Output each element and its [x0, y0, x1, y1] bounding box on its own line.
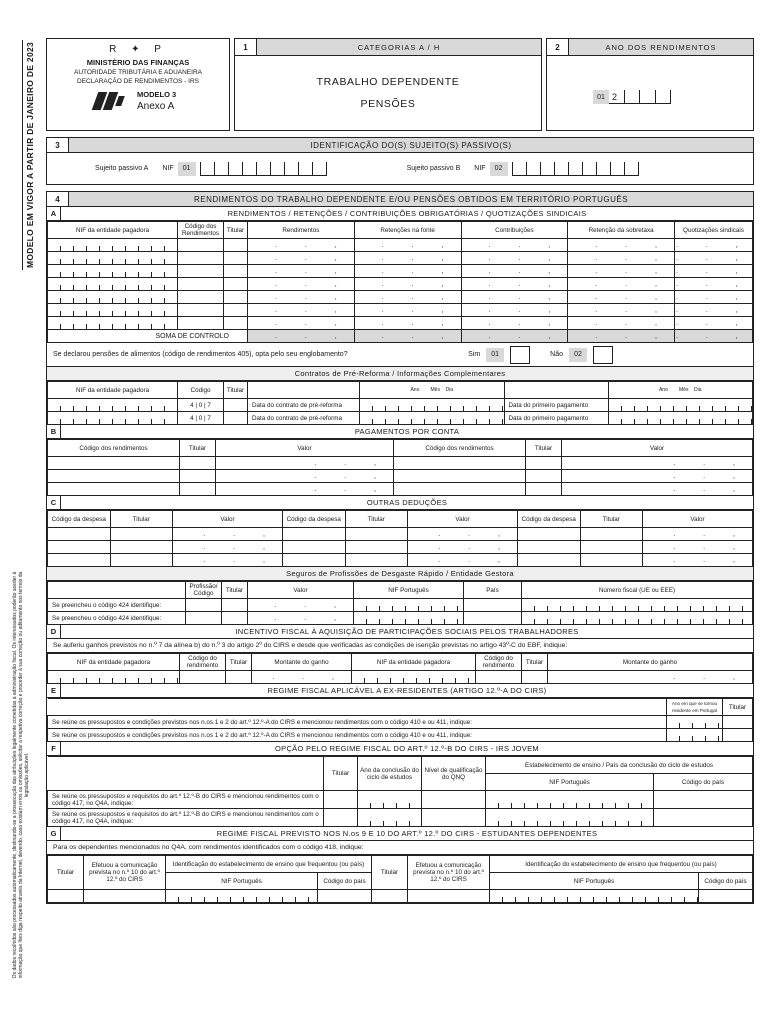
year-digit[interactable] [625, 90, 641, 103]
table-row[interactable]: 4 | 0 | 7 Data do contrato de pré-reforma Data do primeiro pagamento [48, 412, 753, 425]
table-row[interactable]: . . , . . , . . , [48, 554, 753, 567]
subsection-g-header [47, 827, 753, 841]
table-header-row [48, 222, 753, 239]
column-header: NIF da entidade pagadora [48, 222, 178, 239]
taxpayers-row [46, 153, 754, 185]
irs-jovem-table [47, 756, 753, 827]
table-row[interactable]: . . , . . , . . , . . , . . , [48, 304, 753, 317]
table-header-row: Código da despesa Titular Valor Código da despesa Titular Valor Código da despesa Titular Valor [48, 511, 753, 528]
column-header: NIF da entidade pagadora [48, 382, 178, 399]
subsection-letter: G [47, 827, 61, 840]
table-row[interactable]: Se preencheu o código 424 identifique: . . , [48, 599, 753, 612]
ministry-box [46, 38, 230, 131]
at-logo-icon [91, 90, 125, 112]
table-row[interactable]: . . , . . , . . , . . , . . , [48, 291, 753, 304]
deductions-table [47, 510, 753, 567]
insurance-table [47, 581, 753, 625]
fine-print [4, 560, 38, 990]
students-table [47, 855, 753, 903]
control-sum-label: SOMA DE CONTROLO [48, 330, 248, 343]
table-row[interactable] [48, 890, 753, 903]
field-code: 02 [490, 162, 508, 176]
fine-print-text: Os dados recolhidos são processados automaticamente, destinando-se a prossecução das atribuições legalmente cometidas à administração fiscal. Os interessados poderão aceder à informação que lhes diga respeito através da Internet, devendo, caso existam erros ou omissões, solicitar a respetiva correção e proceder à sua correção ou aditamento nos termos da legislação aplicável. [12, 571, 30, 979]
ex-residents-table [47, 698, 753, 742]
form-header [46, 38, 754, 131]
subsection-letter: C [47, 496, 61, 509]
authority-name: AUTORIDADE TRIBUTÁRIA E ADUANEIRA [74, 69, 202, 76]
table-row[interactable]: . . , . . , [48, 483, 753, 496]
field-code: 01 [178, 162, 196, 176]
box-number: 1 [235, 39, 257, 55]
subsection-f-header [47, 742, 753, 756]
taxpayer-a-label: Sujeito passivo A [95, 165, 149, 172]
section-4-body [46, 207, 754, 904]
table-row[interactable]: . . , . . , [48, 457, 753, 470]
section-3-header [46, 137, 754, 153]
subsection-title: REGIME FISCAL APLICÁVEL A EX-RESIDENTES (ARTIGO 12.º-A DO CIRS) [267, 686, 547, 695]
table-row[interactable]: . . , . . , . . , . . , . . , [48, 252, 753, 265]
column-header: Código [178, 382, 224, 399]
notice-rule [22, 40, 23, 270]
subsection-letter: A [47, 207, 61, 220]
column-header: Código dos Rendimentos [178, 222, 224, 239]
table-row[interactable]: . . , . . , [48, 671, 753, 684]
income-table [47, 221, 753, 343]
table-header-row: NIF da entidade pagadora Código Titular Ano Mês Dia Ano Mês Dia [48, 382, 753, 399]
table-header-row: NIF Português Código do país [48, 774, 753, 791]
table-header-row: Código dos rendimentos Titular Valor Código dos rendimentos Titular Valor [48, 440, 753, 457]
subsection-d-header [47, 625, 753, 639]
yes-label: Sim [468, 351, 481, 358]
section-4-header [46, 191, 754, 207]
insurance-title: Seguros de Profissões de Desgaste Rápido / Entidade Gestora [47, 567, 753, 580]
ministry-name: MINISTÉRIO DAS FINANÇAS [86, 58, 190, 67]
table-row[interactable]: Se reúne os pressupostos e condições previstos nos n.os 1 e 2 do art.º 12.º-A do CIRS e mencionou rendimentos com o código 410 e ou 411, indique: [48, 716, 753, 729]
shares-table [47, 653, 753, 684]
table-row[interactable]: . . , . . , . . , [48, 528, 753, 541]
table-header-row: NIF da entidade pagadora Código do rendimento Titular Montante do ganho NIF da entidade pagadora Código do rendimento Titular Montante do ganho [48, 654, 753, 671]
subsection-letter: F [47, 742, 61, 755]
table-header-row: Titular Efetuou a comunicação prevista no n.º 10 do art.º 12.º do CIRS Identificação do estabelecimento de ensino que frequentou (ou país) Titular Efetuou a comunicação prevista no n.º 10 do art.º 12.º do CIRS Identificação do estabelecimento de ensino que frequentou (ou país) [48, 856, 753, 873]
table-row[interactable]: Se reúne os pressupostos e requisitos do art.º 12.º-B do CIRS e mencionou rendimentos com o código 417, no Q4A, indique: [48, 791, 753, 809]
vertical-notice [22, 40, 38, 270]
column-header: Titular [224, 222, 248, 239]
contracts-table [47, 381, 753, 425]
field-code: 01 [486, 348, 504, 362]
subsection-d-text: Se auferiu ganhos previstos no n.º 7 da alínea b) do n.º 3 do artigo 2º do CIRS e desde que verificadas as condições de isenção previstas no artigo 43º-C do EBF, indique: [47, 639, 753, 653]
box-categories [234, 38, 542, 131]
no-label: Não [550, 351, 563, 358]
contracts-header [47, 367, 753, 381]
subsection-g-text: Para os dependentes mencionados no Q4A, com rendimentos identificados com o código 418, indique: [47, 841, 753, 855]
subsection-title: INCENTIVO FISCAL À AQUISIÇÃO DE PARTICIPAÇÕES SOCIAIS PELOS TRABALHADORES [235, 627, 579, 636]
payments-table [47, 439, 753, 496]
table-header-row: NIF Português Código do país NIF Português Código do país [48, 873, 753, 890]
taxpayer-b-label: Sujeito passivo B [406, 165, 461, 172]
box-income-year [546, 38, 754, 131]
column-header: Retenção da sobretaxa [568, 222, 675, 239]
table-row[interactable]: . . , . . , [48, 470, 753, 483]
pension-option-row [47, 343, 753, 367]
field-code: 01 [593, 90, 609, 104]
table-row[interactable]: . . , . . , . . , . . , . . , [48, 239, 753, 252]
republic-seal-icon: R ✦ P [109, 44, 167, 55]
box-title: CATEGORIAS A / H [257, 39, 541, 55]
year-input[interactable] [609, 90, 671, 104]
year-digit[interactable] [656, 90, 672, 103]
section-title: IDENTIFICAÇÃO DO(S) SUJEITO(S) PASSIVO(S) [69, 138, 753, 152]
table-row[interactable]: . . , . . , . . , . . , . . , [48, 278, 753, 291]
section-number: 4 [47, 192, 69, 206]
subsection-title: PAGAMENTOS POR CONTA [354, 427, 460, 436]
contracts-title: Contratos de Pré-Reforma / Informações Complementares [47, 367, 753, 380]
irs-annex-a-form [46, 38, 754, 904]
vertical-notice-text: MODELO EM VIGOR A PARTIR DE JANEIRO DE 2023 [25, 41, 35, 269]
table-header-row: Titular Ano da conclusão do ciclo de estudos Nível de qualificação do QNQ Estabelecimento de ensino / País da conclusão do ciclo de estudos [48, 757, 753, 774]
box-title: ANO DOS RENDIMENTOS [569, 39, 753, 55]
table-row[interactable]: . . , . . , . . , . . , . . , [48, 317, 753, 330]
table-row[interactable]: . . , . . , . . , . . , . . , [48, 265, 753, 278]
control-sum-row: SOMA DE CONTROLO . . , . . , . . , . . , . . , [48, 330, 753, 343]
subsection-b-header [47, 425, 753, 439]
year-digit[interactable]: 2 [609, 90, 625, 103]
subsection-letter: E [47, 684, 61, 697]
column-header: Contribuições [461, 222, 568, 239]
pension-question: Se declarou pensões de alimentos (código de rendimentos 405), opta pelo seu englobamento? [53, 351, 348, 358]
insurance-header [47, 567, 753, 581]
box-number: 2 [547, 39, 569, 55]
taxpayer-a-nif-input[interactable] [200, 162, 327, 176]
annex-name: Anexo A [137, 101, 175, 112]
taxpayer-b-nif-input[interactable] [512, 162, 639, 176]
category-line-1: TRABALHO DEPENDENTE [316, 76, 460, 88]
subsection-letter: D [47, 625, 61, 638]
declaration-name: DECLARAÇÃO DE RENDIMENTOS - IRS [77, 78, 199, 85]
field-code: 02 [569, 348, 587, 362]
subsection-title: RENDIMENTOS / RETENÇÕES / CONTRIBUIÇÕES OBRIGATÓRIAS / QUOTIZAÇÕES SINDICAIS [227, 209, 587, 218]
category-line-2: PENSÕES [360, 98, 416, 110]
nif-label: NIF [162, 165, 174, 172]
nif-label: NIF [474, 165, 486, 172]
subsection-title: OUTRAS DEDUÇÕES [366, 498, 448, 507]
subsection-title: REGIME FISCAL PREVISTO NOS N.os 9 E 10 DO ART.º 12.º DO CIRS - ESTUDANTES DEPENDENTES [216, 829, 598, 838]
column-header: Quotizações sindicais [675, 222, 753, 239]
table-header-row: Profissão/ Código Titular Valor NIF Português País Número fiscal (UE ou EEE) [48, 582, 753, 599]
section-title: RENDIMENTOS DO TRABALHO DEPENDENTE E/OU PENSÕES OBTIDOS EM TERRITÓRIO PORTUGUÊS [69, 192, 753, 206]
table-row[interactable]: Se reúne os pressupostos e requisitos do art.º 12.º-B do CIRS e mencionou rendimentos com o código 417, no Q4A, indique: [48, 809, 753, 827]
table-row[interactable]: Se reúne os pressupostos e condições previstos nos n.os 1 e 2 do art.º 12.º-A do CIRS e mencionou rendimentos com o código 410 e ou 411, indique: [48, 729, 753, 742]
yes-checkbox[interactable] [510, 346, 530, 364]
section-number: 3 [47, 138, 69, 152]
column-header: Rendimentos [248, 222, 355, 239]
table-row[interactable]: . . , . . , . . , [48, 541, 753, 554]
model-number: MODELO 3 [137, 90, 177, 99]
subsection-e-header [47, 684, 753, 698]
column-header: Titular [224, 382, 248, 399]
table-row[interactable]: 4 | 0 | 7 Data do contrato de pré-reforma Data do primeiro pagamento [48, 399, 753, 412]
subsection-title: OPÇÃO PELO REGIME FISCAL DO ART.º 12.º-B DO CIRS - IRS JOVEM [275, 744, 539, 753]
table-row[interactable]: Se preencheu o código 424 identifique: . . , [48, 612, 753, 625]
subsection-letter: B [47, 425, 61, 438]
column-header: Retenções na fonte [354, 222, 461, 239]
subsection-c-header [47, 496, 753, 510]
no-checkbox[interactable] [593, 346, 613, 364]
subsection-a-header [47, 207, 753, 221]
table-header-row: Ano em que se tornou residente em Portugal Titular [48, 699, 753, 716]
year-digit[interactable] [640, 90, 656, 103]
